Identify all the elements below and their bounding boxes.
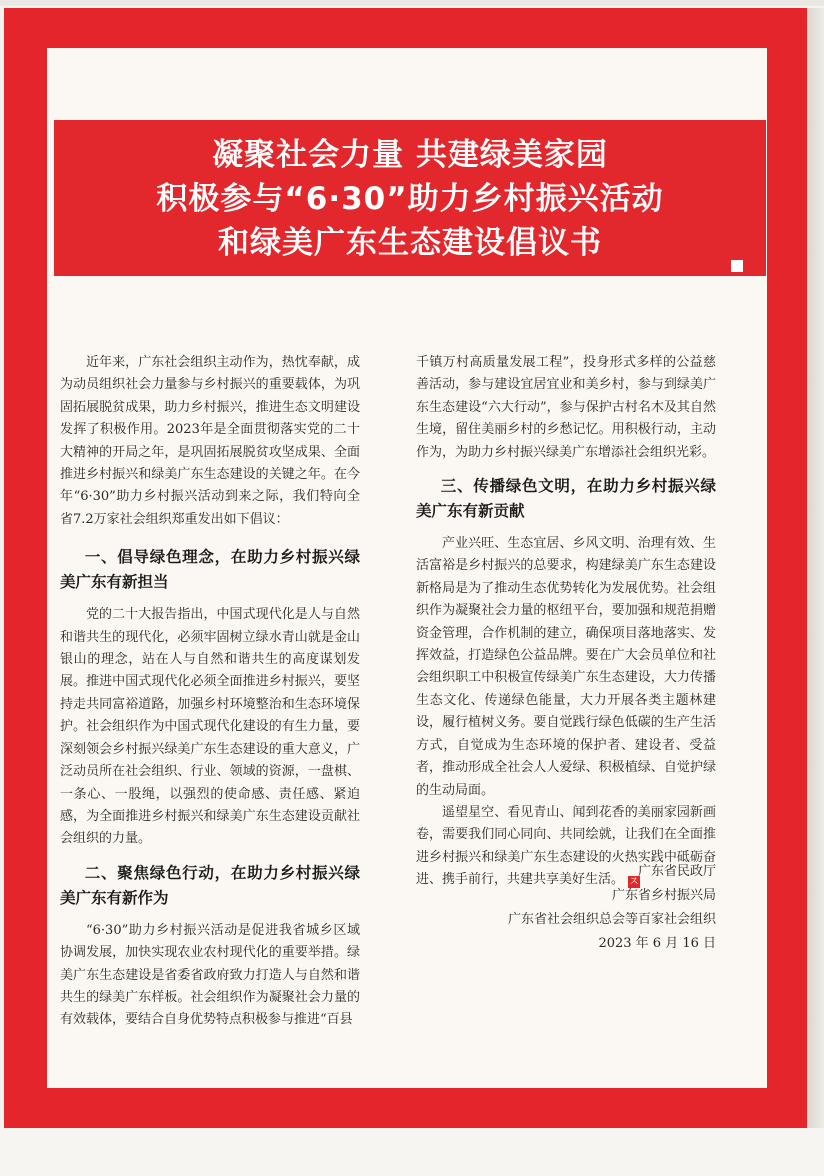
page-gutter — [807, 8, 824, 1128]
signatory-2: 广东省乡村振兴局 — [611, 888, 716, 903]
left-column — [60, 352, 360, 1032]
signatory-3: 广东省社会组织总会等百家社会组织 — [507, 912, 716, 927]
section-3-paragraph-2-text: 遥望星空、看见青山、闻到花香的美丽家园新画卷，需要我们同心同向、共同绘就，让我们在全面推进乡村振兴和绿美广东生态建设的火热实践中砥砺奋进、携手前行，共建共享美好生活。 — [416, 804, 716, 888]
title-line-3: 和绿美广东生态建设倡议书 — [218, 225, 602, 261]
end-mark-icon: ス — [629, 877, 639, 888]
document-title — [54, 133, 766, 265]
intro-paragraph: 近年来，广东社会组织主动作为，热忱奉献，成为动员组织社会力量参与乡村振兴的重要载体，为巩固拓展脱贫成果，助力乡村振兴，推进生态文明建设发挥了积极作用。2023年是全面贯彻落实党的二十大精神的开局之年，是巩固拓展脱贫攻坚成果、全面推进乡村振兴和绿美广东生态建设的关键之年。在今年“6·30”助力乡村振兴活动到来之际，我们特向全省7.2万家社会组织郑重发出如下倡议： — [60, 355, 360, 527]
section-2-paragraph-2: 千镇万村高质量发展工程”，投身形式多样的公益慈善活动，参与建设宜居宜业和美乡村，参与到绿美广东生态建设“六大行动”，参与保护古村名木及其自然生境，留住美丽乡村的乡愁记忆。用积极行动，主动作为，为助力乡村振兴绿美广东增添社会组织光彩。 — [416, 355, 716, 460]
scan-margin — [0, 1128, 824, 1176]
section-1-heading: 一、倡导绿色理念，在助力乡村振兴绿美广东有新担当 — [60, 548, 360, 592]
signature-date: 2023 年 6 月 16 日 — [598, 936, 716, 951]
section-3-heading: 三、传播绿色文明，在助力乡村振兴绿美广东有新贡献 — [416, 477, 716, 521]
title-line-2: 积极参与“6·30”助力乡村振兴活动 — [156, 181, 664, 217]
section-2-heading: 二、聚焦绿色行动，在助力乡村振兴绿美广东有新作为 — [60, 863, 360, 907]
section-2-paragraph-1: “6·30”助力乡村振兴活动是促进我省城乡区域协调发展，加快实现农业农村现代化的重要举措。绿美广东生态建设是省委省政府致力打造人与自然和谐共生的绿美广东样板。社会组织作为凝聚社会力量的有效载体，要结合自身优势特点积极参与推进“百县 — [60, 922, 360, 1028]
right-column — [416, 352, 716, 892]
title-line-1: 凝聚社会力量 共建绿美家园 — [212, 137, 608, 173]
scan-edge — [0, 0, 824, 6]
section-3-paragraph-1: 产业兴旺、生态宜居、乡风文明、治理有效、生活富裕是乡村振兴的总要求，构建绿美广东生态建设新格局是为了推动生态优势转化为发展优势。社会组织作为凝聚社会力量的枢纽平台，要加强和规范捐赠资金管理，合作机制的建立，确保项目落地落实、发挥效益，打造绿色公益品牌。要在广大会员单位和社会组织职工中积极宣传绿美广东生态建设，大力传播生态文化、传递绿色能量，大力开展各类主题林建设，履行植树义务。要自觉践行绿色低碳的生产生活方式，自觉成为生态环境的保护者、建设者、受益者，推动形成全社会人人爱绿、积极植绿、自觉护绿的生动局面。 — [416, 536, 716, 798]
decorative-square — [731, 260, 743, 272]
signatory-1: 广东省民政厅 — [637, 864, 716, 879]
section-1-paragraph: 党的二十大报告指出，中国式现代化是人与自然和谐共生的现代化，必须牢固树立绿水青山就是金山银山的理念，站在人与自然和谐共生的高度谋划发展。推进中国式现代化必须全面推进乡村振兴，要坚持走共同富裕道路，加强乡村环境整治和生态环境保护。社会组织作为中国式现代化建设的有生力量，要深刻领会乡村振兴绿美广东生态建设的重大意义，广泛动员所在社会组织、行业、领域的资源，一盘棋、一条心、一股绳，以强烈的使命感、责任感、紧迫感，为全面推进乡村振兴和绿美广东生态建设贡献社会组织的力量。 — [60, 607, 360, 847]
signature-block — [416, 860, 716, 956]
